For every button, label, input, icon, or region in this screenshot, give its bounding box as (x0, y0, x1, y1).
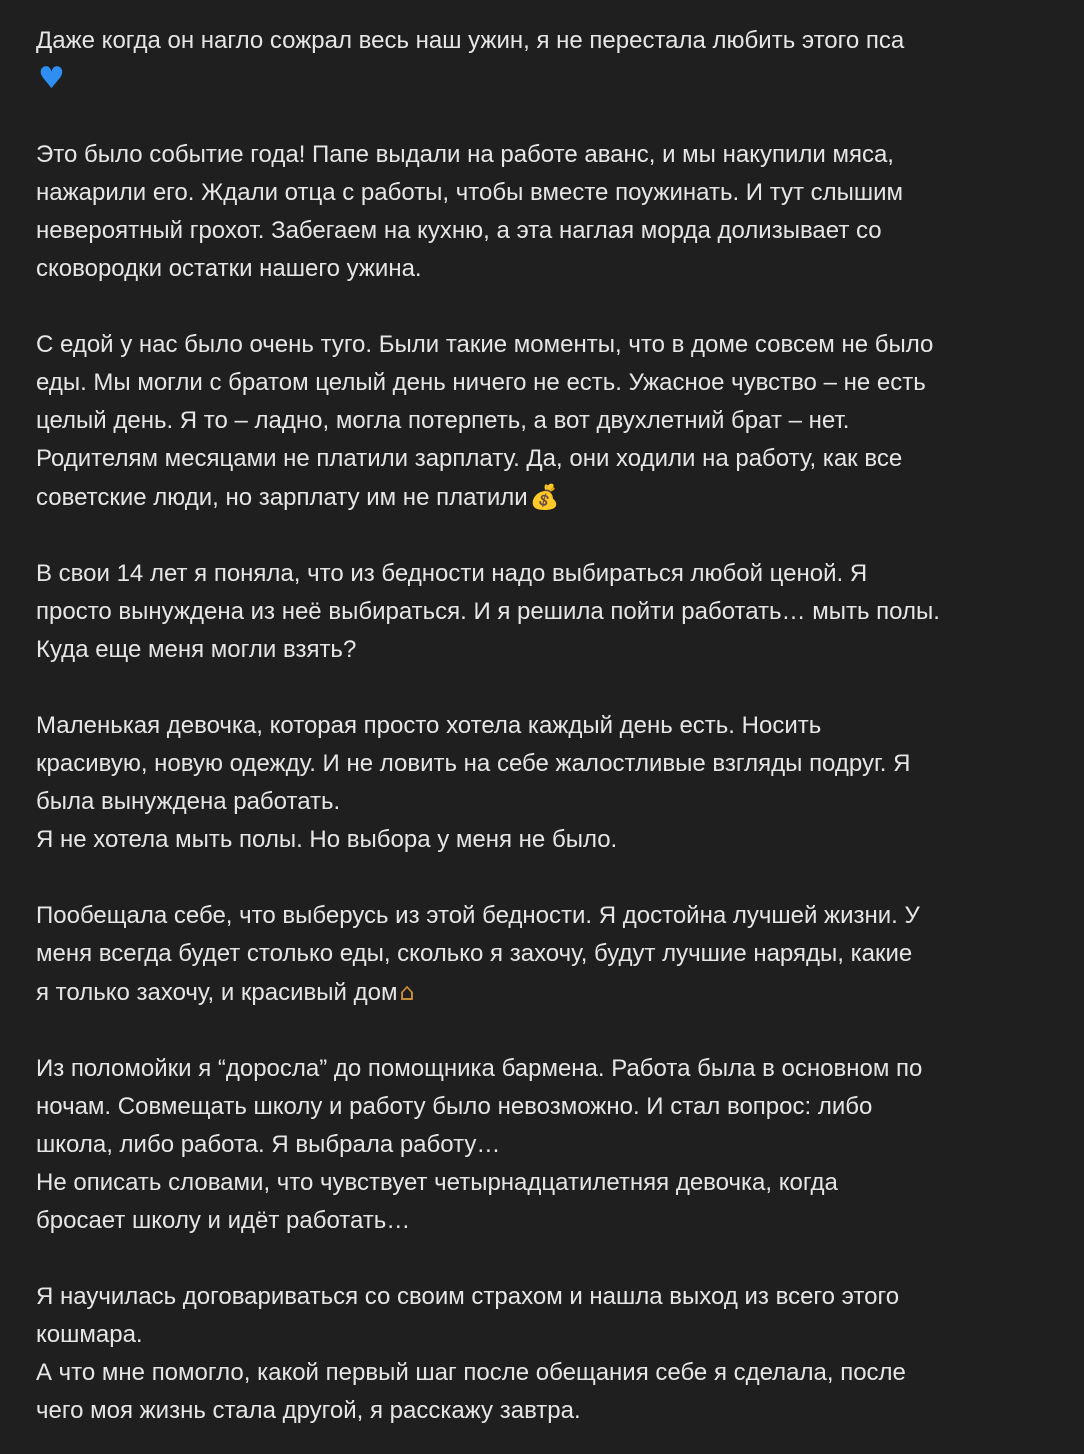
paragraph-2 (36, 136, 1064, 288)
paragraph-text: Даже когда он нагло сожрал весь наш ужин, я не перестала любить этого пса (36, 27, 905, 54)
paragraph-4 (36, 555, 1064, 669)
paragraph-text: Из поломойки я “доросла” до помощника бармена. Работа была в основном по ночам. Совмещать школу и работу было невозможно. И стал вопрос: либо школа, либо работа. Я выбрала работу… Не описать словами, что чувствует четырнадцатилетняя девочка, когда бросает школу и идёт работать… (36, 1055, 923, 1234)
paragraph-text: Это было событие года! Папе выдали на работе аванс, и мы накупили мяса, нажарили его. Ждали отца с работы, чтобы вместе поужинать. И тут слышим невероятный грохот. Забегаем на кухню, а эта наглая морда долизывает со сковородки остатки нашего ужина. (36, 141, 904, 282)
paragraph-1 (36, 22, 1064, 98)
paragraph-6 (36, 897, 1064, 1012)
paragraph-7 (36, 1050, 1064, 1240)
paragraph-text: Маленькая девочка, которая просто хотела каждый день есть. Носить красивую, новую одежду. И не ловить на себе жалостливые взгляды подруг. Я была вынуждена работать. Я не хотела мыть полы. Но выбора у меня не было. (36, 712, 911, 853)
paragraph-text: С едой у нас было очень туго. Были такие моменты, что в доме совсем не было еды. Мы могли с братом целый день ничего не есть. Ужасное чувство – не есть целый день. Я то – ладно, могла потерпеть, а вот двухлетний брат – нет. Родителям месяцами не платили зарплату. Да, они ходили на работу, как все советские люди, но зарплату им не платили (36, 331, 934, 511)
blue-heart-icon: ♥ (38, 61, 65, 96)
paragraph-8 (36, 1278, 1064, 1430)
house-icon: ⌂ (399, 978, 415, 1006)
paragraph-text: Пообещала себе, что выберусь из этой бедности. Я достойна лучшей жизни. У меня всегда будет столько еды, сколько я захочу, будут лучшие наряды, какие я только захочу, и красивый дом (36, 902, 920, 1006)
paragraph-3 (36, 326, 1064, 517)
paragraph-text: Я научилась договариваться со своим страхом и нашла выход из всего этого кошмара. А что мне помогло, какой первый шаг после обещания себе я сделала, после чего моя жизнь стала другой, я расскажу завтра. (36, 1283, 906, 1424)
paragraph-5 (36, 707, 1064, 859)
money-bag-icon: 💰 (529, 483, 560, 511)
paragraph-text: В свои 14 лет я поняла, что из бедности надо выбираться любой ценой. Я просто вынуждена из неё выбираться. И я решила пойти работать… мыть полы. Куда еще меня могли взять? (36, 560, 940, 663)
